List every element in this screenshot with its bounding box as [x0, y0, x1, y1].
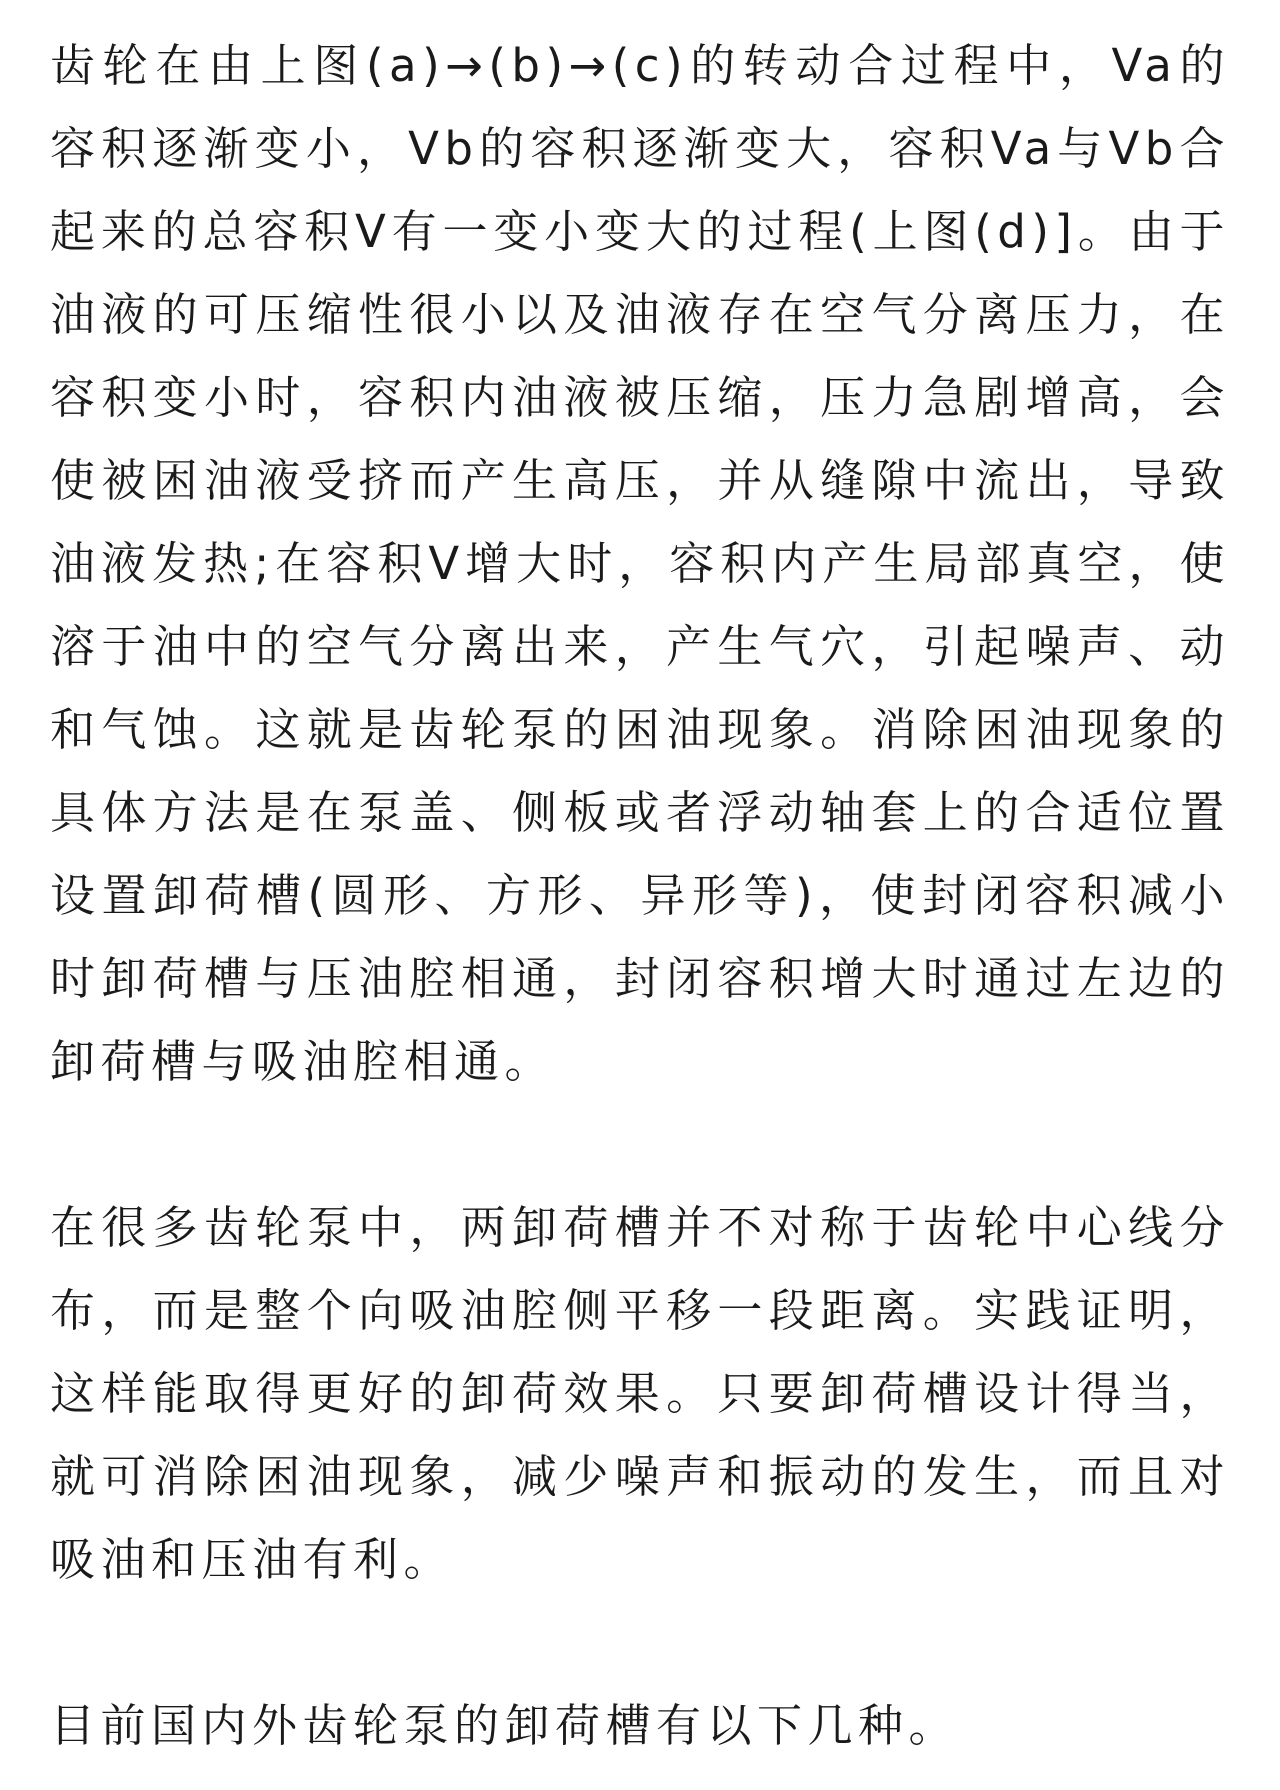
article-body	[50, 24, 1230, 1767]
paragraph-groove-types-intro: 目前国内外齿轮泵的卸荷槽有以下几种。	[50, 1699, 960, 1752]
paragraph-trapped-oil: 齿轮在由上图(a)→(b)→(c)的转动合过程中，Va的容积逐渐变小，Vb的容积逐渐变大，容积Va与Vb合起来的总容积V有一变小变大的过程(上图(d)]。由于油液的可压缩性很小以及油液存在空气分离压力，在容积变小时，容积内油液被压缩，压力急剧增高，会使被困油液受挤而产生高压，并从缝隙中流出，导致油液发热;在容积V增大时，容积内产生局部真空，使溶于油中的空气分离出来，产生气穴，引起噪声、动和气蚀。这就是齿轮泵的困油现象。消除困油现象的具体方法是在泵盖、侧板或者浮动轴套上的合适位置设置卸荷槽(圆形、方形、异形等)，使封闭容积减小时卸荷槽与压油腔相通，封闭容积增大时通过左边的卸荷槽与吸油腔相通。	[50, 39, 1230, 1088]
paragraph-relief-groove-offset: 在很多齿轮泵中，两卸荷槽并不对称于齿轮中心线分布，而是整个向吸油腔侧平移一段距离。实践证明，这样能取得更好的卸荷效果。只要卸荷槽设计得当，就可消除困油现象，减少噪声和振动的发生，而且对吸油和压油有利。	[50, 1201, 1230, 1586]
